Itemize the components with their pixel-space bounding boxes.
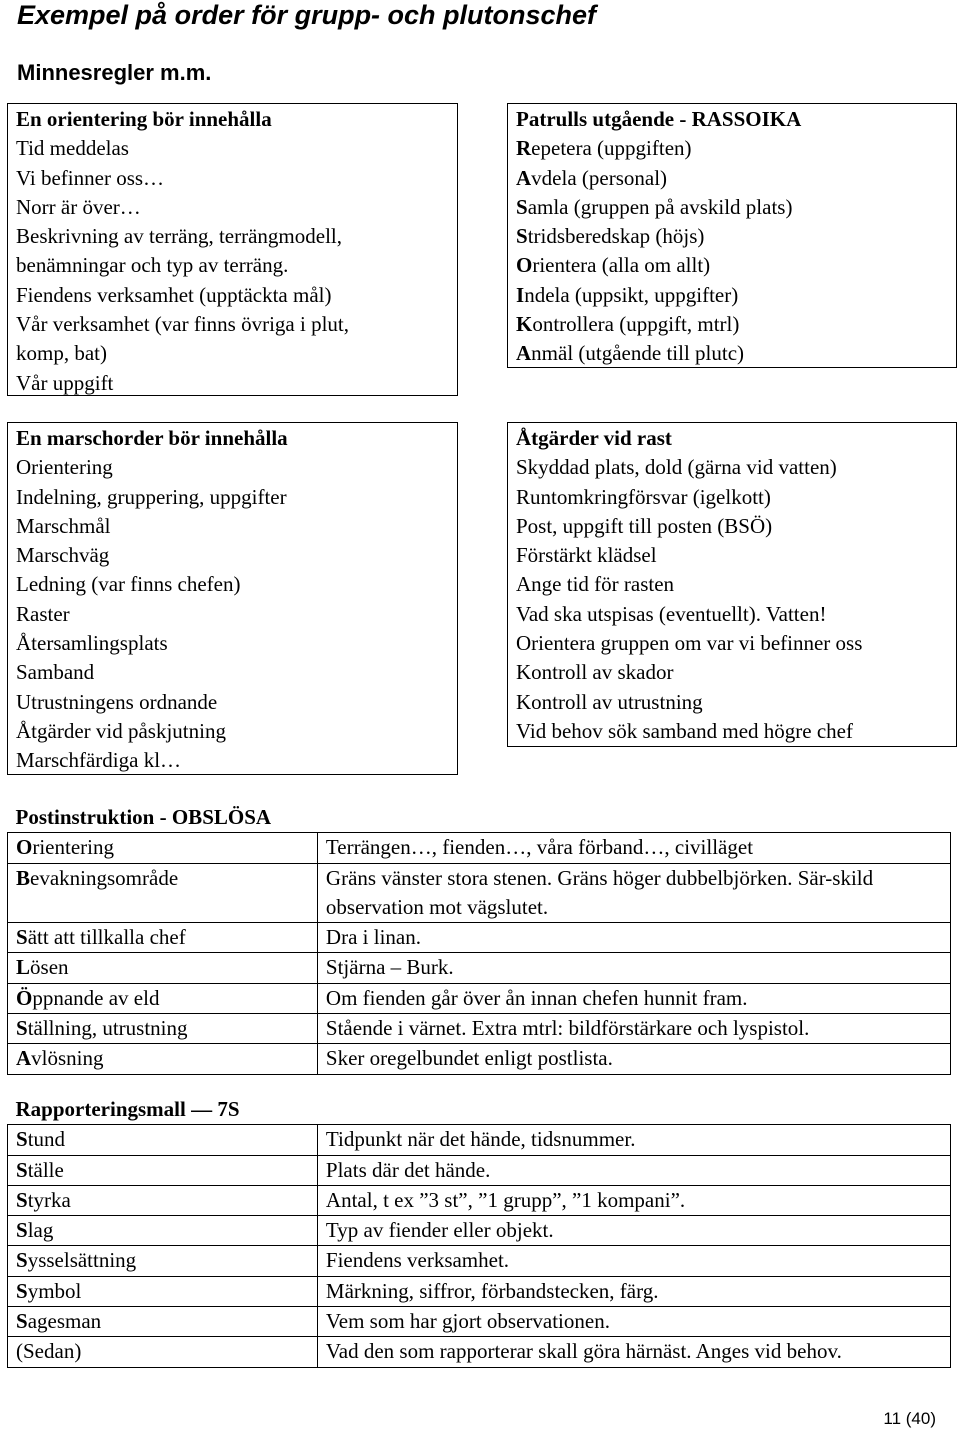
report-term	[8, 1125, 318, 1155]
post-value: Terrängen…, fienden…, våra förband…, civilläget	[317, 833, 950, 863]
post-term-rest: rientering	[32, 835, 114, 860]
rest-line: Vid behov sök samband med högre chef	[516, 718, 853, 743]
post-value: Dra i linan.	[317, 923, 950, 953]
report-term-rest: lag	[27, 1218, 54, 1243]
table-row	[8, 1216, 951, 1246]
report-term-rest: agesman	[27, 1309, 102, 1334]
post-heading-row	[8, 803, 951, 833]
table-row	[8, 953, 951, 983]
march-line: Raster	[16, 601, 70, 626]
report-template-table	[7, 1095, 951, 1368]
table-row	[8, 1014, 951, 1044]
table-row	[8, 1246, 951, 1276]
report-initial: S	[16, 1309, 28, 1334]
post-term	[8, 1044, 318, 1074]
report-term	[8, 1216, 318, 1246]
table-row	[8, 1125, 951, 1155]
patrol-line	[516, 164, 948, 193]
post-heading-spacer	[317, 803, 950, 833]
post-instruction-table	[7, 803, 951, 1075]
orientation-line: benämningar och typ av terräng.	[16, 253, 289, 278]
report-term	[8, 1155, 318, 1185]
table-row	[8, 833, 951, 863]
report-value: Märkning, siffror, förbandstecken, färg.	[317, 1276, 950, 1306]
report-value: Plats där det hände.	[317, 1155, 950, 1185]
orientation-line: Fiendens verksamhet (upptäckta mål)	[16, 282, 332, 307]
march-line: Indelning, gruppering, uppgifter	[16, 484, 287, 509]
patrol-rest: rientera (alla om allt)	[532, 253, 711, 278]
report-term	[8, 1276, 318, 1306]
patrol-rest: tridsberedskap (höjs)	[527, 224, 705, 249]
report-heading-spacer	[317, 1095, 950, 1125]
patrol-rest: ontrollera (uppgift, mtrl)	[532, 312, 740, 337]
rest-line: Orientera gruppen om var vi befinner oss	[516, 631, 863, 656]
report-term	[8, 1307, 318, 1337]
orientation-line: Beskrivning av terräng, terrängmodell,	[16, 224, 342, 249]
march-line: Samband	[16, 660, 95, 685]
patrol-initial: S	[516, 194, 528, 219]
patrol-line	[516, 134, 948, 163]
page-subtitle: Minnesregler m.m.	[17, 60, 212, 85]
march-order-box	[7, 422, 458, 775]
post-term-rest: ppnande av eld	[32, 985, 160, 1010]
march-line: Marschfärdiga kl…	[16, 748, 182, 773]
report-term-rest: tyrka	[27, 1187, 71, 1212]
orientation-box	[7, 103, 458, 396]
table-row	[8, 1155, 951, 1185]
rest-line: Ange tid för rasten	[516, 572, 675, 597]
march-heading: En marschorder bör innehålla	[16, 426, 288, 450]
post-term-rest: tällning, utrustning	[27, 1016, 188, 1041]
post-value: Gräns vänster stora stenen. Gräns höger dubbelbjörken. Sär-skild observation mot vägslutet.	[317, 863, 950, 923]
orientation-line: Norr är över…	[16, 194, 141, 219]
post-term	[8, 983, 318, 1013]
post-initial: O	[16, 835, 33, 860]
patrol-line	[516, 222, 948, 251]
march-line: Marschmål	[16, 513, 111, 538]
post-value: Sker oregelbundet enligt postlista.	[317, 1044, 950, 1074]
orientation-heading: En orientering bör innehålla	[16, 107, 272, 131]
report-value: Vem som har gjort observationen.	[317, 1307, 950, 1337]
patrol-initial: A	[516, 341, 532, 366]
rest-line: Runtomkringförsvar (igelkott)	[516, 484, 771, 509]
report-initial: S	[16, 1278, 28, 1303]
table-row	[8, 1044, 951, 1074]
report-initial: S	[16, 1157, 28, 1182]
post-term-rest: vlösning	[31, 1046, 104, 1071]
march-line: Åtgärder vid påskjutning	[16, 718, 226, 743]
report-value: Fiendens verksamhet.	[317, 1246, 950, 1276]
patrol-initial: R	[516, 136, 532, 161]
post-term	[8, 923, 318, 953]
patrol-initial: O	[516, 253, 533, 278]
rest-line: Post, uppgift till posten (BSÖ)	[516, 513, 773, 538]
post-initial: A	[16, 1046, 32, 1071]
table-row	[8, 1337, 951, 1367]
report-term	[8, 1185, 318, 1215]
orientation-line: Vår uppgift	[16, 370, 114, 395]
post-heading: Postinstruktion - OBSLÖSA	[15, 805, 272, 829]
march-line: Marschväg	[16, 543, 110, 568]
march-line: Orientering	[16, 455, 113, 480]
post-term	[8, 953, 318, 983]
patrol-rest: nmäl (utgående till plutc)	[531, 341, 745, 366]
patrol-initial: K	[516, 312, 533, 337]
march-line: Återsamlingsplats	[16, 631, 168, 656]
post-term-rest: ösen	[30, 955, 69, 980]
rest-line: Förstärkt klädsel	[516, 543, 657, 568]
patrol-initial: I	[516, 282, 525, 307]
patrol-line	[516, 281, 948, 310]
table-row	[8, 1185, 951, 1215]
page-number: 11 (40)	[883, 1409, 936, 1428]
orientation-line: Vår verksamhet (var finns övriga i plut,	[16, 312, 349, 337]
patrol-line	[516, 251, 948, 280]
report-value: Tidpunkt när det hände, tidsnummer.	[317, 1125, 950, 1155]
page-title: Exempel på order för grupp- och plutonschef	[17, 0, 597, 30]
report-heading: Rapporteringsmall — 7S	[15, 1097, 240, 1121]
rest-line: Vad ska utspisas (eventuellt). Vatten!	[516, 601, 827, 626]
rest-heading: Åtgärder vid rast	[516, 426, 672, 450]
post-initial: S	[16, 925, 28, 950]
post-term	[8, 833, 318, 863]
report-term	[8, 1337, 318, 1367]
report-term-rest: (Sedan)	[16, 1339, 82, 1364]
patrol-rest: epetera (uppgiften)	[531, 136, 692, 161]
report-term	[8, 1246, 318, 1276]
post-value: Stående i värnet. Extra mtrl: bildförstärkare och lyspistol.	[317, 1014, 950, 1044]
report-value: Typ av fiender eller objekt.	[317, 1216, 950, 1246]
patrol-box	[507, 103, 957, 368]
report-term-rest: tund	[27, 1127, 66, 1152]
post-initial: Ö	[16, 985, 33, 1010]
report-initial: S	[16, 1218, 28, 1243]
orientation-line: Vi befinner oss…	[16, 165, 165, 190]
post-term	[8, 863, 318, 923]
march-line: Utrustningens ordnande	[16, 689, 218, 714]
patrol-initial: S	[516, 224, 528, 249]
rest-line: Kontroll av skador	[516, 660, 674, 685]
orientation-line: Tid meddelas	[16, 136, 129, 161]
report-initial: S	[16, 1187, 28, 1212]
report-initial: S	[16, 1127, 28, 1152]
post-term	[8, 1014, 318, 1044]
patrol-line	[516, 310, 948, 339]
patrol-heading: Patrulls utgående - RASSOIKA	[516, 107, 802, 131]
patrol-rest: vdela (personal)	[531, 165, 668, 190]
post-value: Om fienden går över ån innan chefen hunnit fram.	[317, 983, 950, 1013]
orientation-line: komp, bat)	[16, 341, 107, 366]
rest-line: Kontroll av utrustning	[516, 689, 703, 714]
post-initial: L	[16, 955, 31, 980]
report-heading-row	[8, 1095, 951, 1125]
table-row	[8, 863, 951, 923]
table-row	[8, 1276, 951, 1306]
patrol-line	[516, 339, 948, 368]
post-value: Stjärna – Burk.	[317, 953, 950, 983]
report-term-rest: tälle	[27, 1157, 64, 1182]
rest-actions-box	[507, 422, 957, 747]
report-term-rest: ymbol	[27, 1278, 82, 1303]
patrol-line	[516, 193, 948, 222]
march-line: Ledning (var finns chefen)	[16, 572, 241, 597]
report-value: Antal, t ex ”3 st”, ”1 grupp”, ”1 kompani”.	[317, 1185, 950, 1215]
patrol-initial: A	[516, 165, 532, 190]
report-initial: S	[16, 1248, 28, 1273]
post-term-rest: evakningsområde	[30, 865, 179, 890]
post-initial: S	[16, 1016, 28, 1041]
table-row	[8, 1307, 951, 1337]
post-initial: B	[16, 865, 31, 890]
table-row	[8, 923, 951, 953]
rest-line: Skyddad plats, dold (gärna vid vatten)	[516, 455, 837, 480]
post-term-rest: ätt att tillkalla chef	[27, 925, 186, 950]
report-value: Vad den som rapporterar skall göra härnäst. Anges vid behov.	[317, 1337, 950, 1367]
report-term-rest: ysselsättning	[27, 1248, 137, 1273]
patrol-rest: ndela (uppsikt, uppgifter)	[524, 282, 739, 307]
patrol-rest: amla (gruppen på avskild plats)	[527, 194, 793, 219]
table-row	[8, 983, 951, 1013]
